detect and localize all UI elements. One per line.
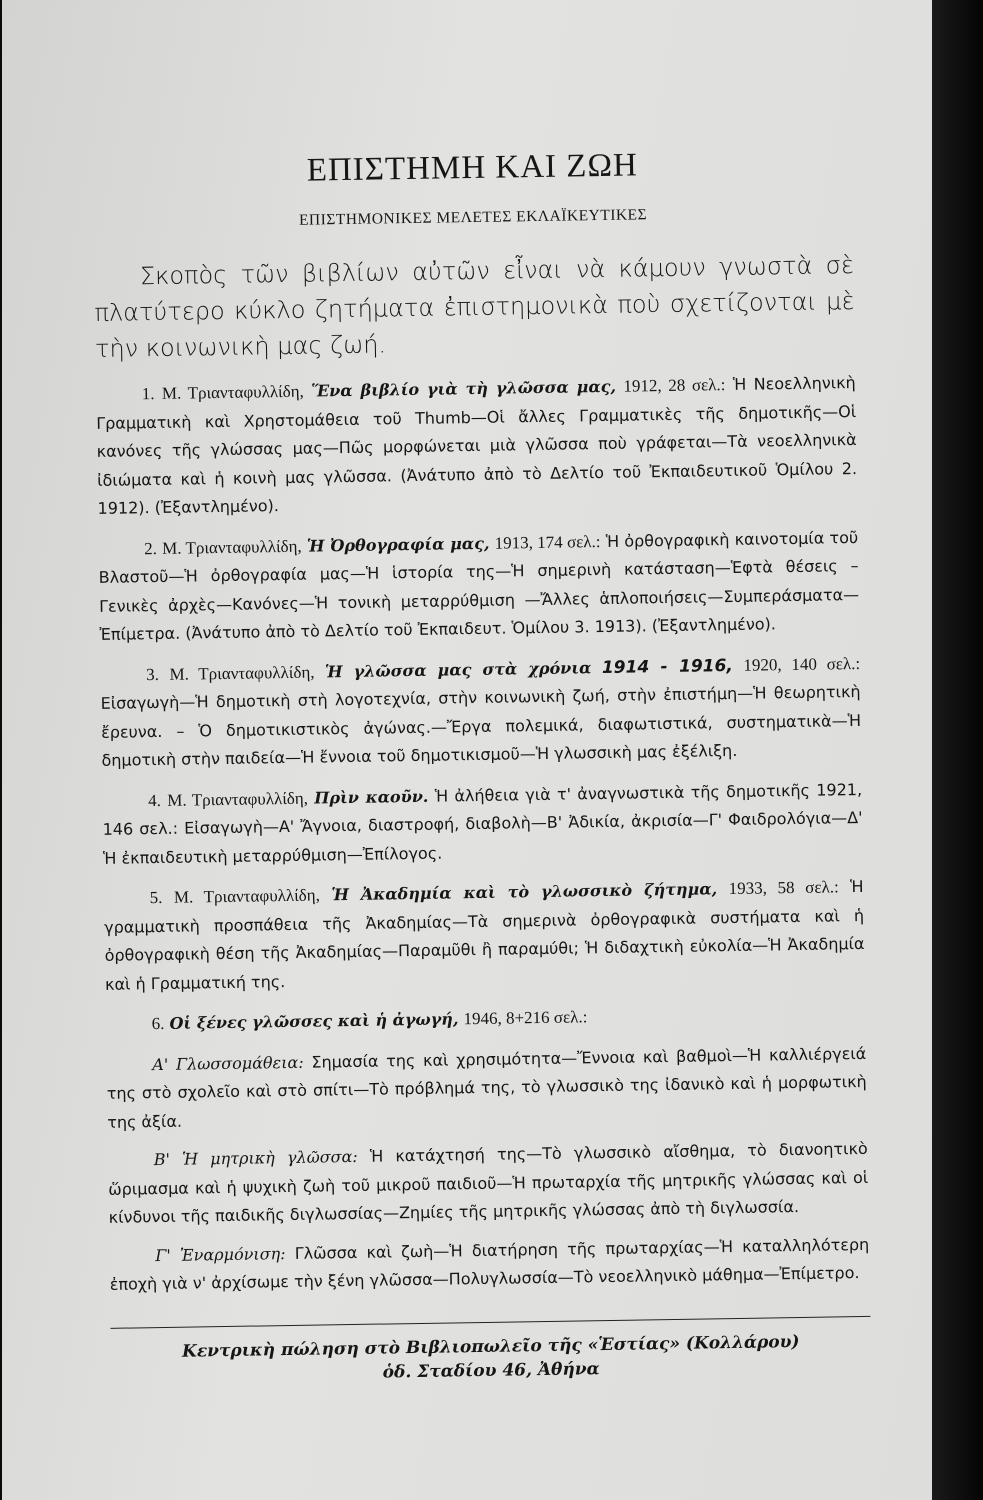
book-entry-3 [100, 649, 862, 775]
entry-book-title: Ἕνα βιβλίο γιὰ τὴ γλῶσσα μας, [311, 376, 617, 401]
entry-body: Ἡ ὀρθογραφικὴ καινοτομία τοῦ Βλαστοῦ—Ἡ ὀρθογραφία μας—Ἡ ἱστορία της—Ἡ σημερινὴ κατάσταση—Ἑφτὰ θέσεις – Γενικὲς ἀρχὲς—Κανόνες—Ἡ τονικὴ μεταρρύθμιση —Ἄλλες ἁπλοποιήσεις—Συμπεράσματα—Ἐπίμετρα. (Ἀνάτυπο ἀπὸ τὸ Δελτίο τοῦ Ἐκπαιδευτ. Ὁμίλου 3. 1913). (Ἐξαντλημένο). [98, 527, 860, 644]
entry-number: 4. [148, 790, 162, 810]
entry-meta: 1912, 28 σελ.: [623, 375, 726, 396]
purpose-statement: Σκοπὸς τῶν βιβλίων αὐτῶν εἶναι νὰ κάμουν γνωστὰ σὲ πλατύτερο κύκλο ζητήματα ἐπιστημονικὰ ποὺ σχετίζονται μὲ τὴν κοινωνικὴ μας ζωή. [94, 251, 855, 363]
page-subtitle: ΕΠΙΣΤΗΜΟΝΙΚΕΣ ΜΕΛΕΤΕΣ ΕΚΛΑΪΚΕΥΤΙΚΕΣ [298, 206, 648, 229]
entry-meta: 1946, 8+216 σελ.: [463, 1007, 588, 1029]
footer-divider [110, 1315, 870, 1328]
entry-book-title: Πρὶν καοῦν. [314, 786, 429, 808]
entry-number: 2. [144, 538, 158, 558]
book-entry-6 [105, 999, 865, 1039]
entry-book-title: Οἱ ξένες γλῶσσες καὶ ἡ ἀγωγή, [169, 1009, 459, 1033]
footer [111, 1328, 872, 1388]
scan-background-edge [932, 0, 983, 1500]
entry-author: Μ. Τριανταφυλλίδη, [161, 381, 304, 403]
book-entry-4 [102, 775, 863, 872]
entry-number: 5. [149, 887, 163, 908]
entry-body: Ἡ γραμματικὴ προσπάθεια τῆς Ἀκαδημίας—Τὰ σημερινὰ ὀρθογραφικὰ συστήματα καὶ ἡ ὀρθογραφικὴ θέση τῆς Ἀκαδημίας—Παραμῦθι ἢ παραμύθι; Ἡ διδαχτικὴ εὐκολία—Ἡ Ἀκαδημία καὶ ἡ Γραμματική της. [104, 876, 865, 994]
entry-author: Μ. Τριανταφυλλίδη, [173, 885, 321, 907]
entry-meta: 1913, 174 σελ.: [494, 531, 601, 553]
entry-body: Ἡ Νεοελληνικὴ Γραμματικὴ καὶ Χρηστομάθεια τοῦ Thumb—Οἱ ἄλλες Γραμματικὲς τῆς δημοτικῆς—Οἱ κανόνες τῆς γλώσσας μας—Πῶς μορφώνεται μιὰ γλῶσσα ποὺ γράφεται—Τὰ νεοελληνικὰ ἰδιώματα καὶ ἡ κοινὴ μας γλῶσσα. (Ἀνάτυπο ἀπὸ τὸ Δελτίο τοῦ Ἐκπαιδευτικοῦ Ὁμίλου 2. 1912). (Ἐξαντλημένο). [96, 373, 858, 518]
entry-author: Μ. Τριανταφυλλίδη, [167, 788, 309, 810]
subsection-body: Γλῶσσα καὶ ζωὴ—Ἡ διατήρηση τῆς πρωταρχίας—Ἡ καταλληλότερη ἐποχὴ γιὰ ν' ἀρχίσωμε τὴν ξένη γλῶσσα—Πολυγλωσσία—Τὸ νεοελληνικὸ μάθημα—Ἐπίμετρο. [109, 1234, 870, 1294]
entry-meta: 1920, 140 σελ.: [743, 653, 861, 675]
book-entry-1 [96, 369, 858, 523]
footer-line-1: Κεντρικὴ πώληση στὸ Βιβλιοπωλεῖο τῆς «Ἑστίας» (Κολλάρου) [181, 1331, 800, 1362]
subsection-a [106, 1039, 867, 1136]
subsection-c [109, 1230, 870, 1299]
document-page [2, 0, 932, 1500]
subsection-body: Ἡ κατάχτησή της—Τὸ γλωσσικὸ αἴσθημα, τὸ διανοητικὸ ὥριμασμα καὶ ἡ ψυχικὴ ζωὴ τοῦ μικροῦ παιδιοῦ—Ἡ πρωταρχία τῆς μητρικῆς γλώσσας καὶ οἱ κίνδυνοι τῆς παιδικῆς διγλωσσίας—Ζημίες τῆς μητρικῆς γλώσσας ἀπὸ τὴ διγλωσσία. [108, 1138, 869, 1227]
entry-years: 1914 - 1916, [601, 655, 733, 678]
book-entry-2 [98, 523, 860, 649]
entry-meta: 1933, 58 σελ.: [728, 877, 839, 899]
subsection-label: Α' Γλωσσομάθεια: [152, 1052, 304, 1074]
entry-number: 1. [141, 384, 155, 404]
subsection-b [108, 1135, 869, 1232]
subsection-label: Β' Ἡ μητρικὴ γλῶσσα: [153, 1146, 358, 1170]
book-entry-5 [103, 873, 865, 999]
entry-author: Μ. Τριανταφυλλίδη, [161, 536, 302, 558]
subsection-label: Γ' Ἐναρμόνιση: [155, 1243, 286, 1265]
page-content [92, 144, 871, 1388]
entry-book-title: Ἡ Ἀκαδημία καὶ τὸ γλωσσικὸ ζήτημα, [331, 879, 718, 905]
entry-body: Ἡ ἀλήθεια γιὰ τ' ἀναγνωστικὰ τῆς δημοτικῆς 1921, 146 σελ.: Εἰσαγωγὴ—Α' Ἄγνοια, διαστροφή, διαβολὴ—Β' Ἀδικία, ἀκρισία—Γ' Φαιδρολόγια—Δ' Ἡ ἐκπαιδευτικὴ μεταρρύθμιση—Ἐπίλογος. [102, 779, 863, 868]
entry-author: Μ. Τριανταφυλλίδη, [169, 662, 315, 684]
entry-number: 3. [146, 664, 160, 684]
entry-book-title: Ἡ γλῶσσα μας στὰ χρόνια [324, 657, 592, 681]
entry-book-title: Ἡ Ὀρθογραφία μας, [306, 533, 490, 556]
entry-number: 6. [151, 1013, 165, 1034]
page-title: ΕΠΙΣΤΗΜΗ ΚΑΙ ΖΩΗ [306, 147, 639, 189]
footer-line-2: ὁδ. Σταδίου 46, Ἀθήνα [382, 1358, 600, 1383]
entry-body: Εἰσαγωγὴ—Ἡ δημοτικὴ στὴ λογοτεχνία, στὴν κοινωνικὴ ζωή, στὴν ἐπιστήμη—Ἡ θεωρητικὴ ἔρευνα. – Ὁ δημοτικιστικὸς ἀγώνας.—Ἔργα πολεμικά, διαφωτιστικά, συστηματικὰ—Ἡ δημοτικὴ στὴν παιδεία—Ἡ ἔννοια τοῦ δημοτικισμοῦ—Ἡ γλωσσικὴ μας ἐξέλιξη. [100, 681, 862, 770]
subsection-body: Σημασία της καὶ χρησιμότητα—Ἔννοια καὶ βαθμοὶ—Ἡ καλλιέργειά της στὸ σχολεῖο καὶ στὸ σπίτι—Τὸ πρόβλημά της, τὸ γλωσσικὸ της ἰδανικὸ καὶ ἡ μορφωτικὴ της ἀξία. [106, 1043, 867, 1132]
